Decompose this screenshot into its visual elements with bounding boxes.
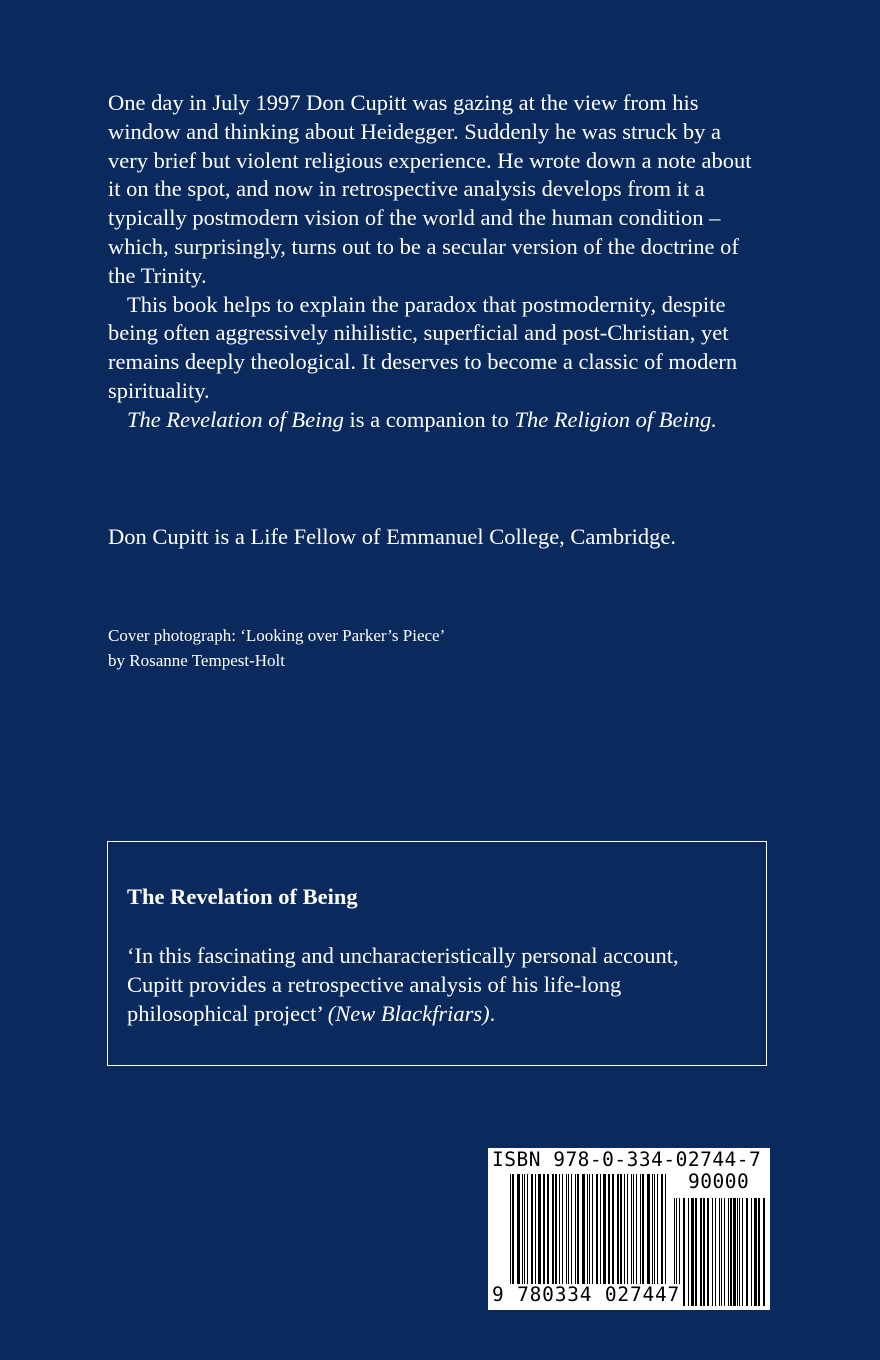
barcode-bar <box>577 1174 579 1284</box>
barcode-bar <box>589 1174 590 1292</box>
barcode-bar <box>631 1174 632 1284</box>
barcode-bar <box>559 1174 560 1284</box>
barcode-bar <box>566 1174 567 1284</box>
book-title-italic: The Revelation of Being <box>127 406 344 432</box>
barcode-bar <box>571 1174 572 1284</box>
addon-bar <box>739 1198 740 1306</box>
addon-bar <box>763 1198 765 1306</box>
addon-bar <box>721 1198 722 1306</box>
author-bio: Don Cupitt is a Life Fellow of Emmanuel College, Cambridge. <box>108 524 677 549</box>
addon-bar <box>728 1198 729 1306</box>
barcode-bar <box>592 1174 593 1284</box>
quote-source: (New Blackfriars) <box>327 1000 490 1026</box>
barcode-bar <box>517 1174 520 1284</box>
barcode-bar <box>636 1174 637 1284</box>
quote-end: . <box>489 1000 496 1026</box>
addon-bar <box>737 1198 738 1306</box>
barcode-bar <box>627 1174 628 1284</box>
addon-bar <box>712 1198 713 1306</box>
addon-bar <box>733 1198 736 1306</box>
isbn-label: ISBN 978-0-334-02744-7 <box>492 1148 762 1171</box>
review-box <box>107 841 767 1066</box>
addon-bar <box>707 1198 709 1306</box>
addon-bar <box>700 1198 702 1306</box>
addon-bar <box>742 1198 743 1306</box>
addon-bar <box>754 1198 757 1306</box>
barcode-bar <box>665 1174 666 1292</box>
addon-bar <box>719 1198 720 1306</box>
blurb-paragraph-3 <box>108 406 758 435</box>
addon-bar <box>751 1198 752 1306</box>
barcode-bar <box>620 1174 622 1284</box>
cover-photo-credit <box>108 623 445 673</box>
barcode-bar <box>652 1174 653 1284</box>
barcode-bar <box>654 1174 655 1284</box>
barcode-bar <box>575 1174 576 1284</box>
ean-digits: 9 780334 027447 <box>492 1283 681 1306</box>
barcode-bar <box>512 1174 514 1292</box>
barcode-bar <box>510 1174 511 1292</box>
barcode-bar <box>661 1174 663 1292</box>
barcode-bar <box>552 1174 554 1284</box>
addon-bar <box>691 1198 694 1306</box>
barcode-bar <box>522 1174 523 1284</box>
addon-bar <box>695 1198 697 1306</box>
barcode-bar <box>640 1174 641 1284</box>
barcode-bar <box>596 1174 598 1284</box>
barcode-bar <box>647 1174 650 1284</box>
addon-bar <box>715 1198 716 1306</box>
addon-bar <box>688 1198 689 1306</box>
barcode-bar <box>633 1174 634 1284</box>
barcode-bar <box>642 1174 644 1284</box>
barcode-bar <box>527 1174 528 1284</box>
barcode-bar <box>603 1174 606 1284</box>
blurb-paragraph-2: This book helps to explain the paradox that postmodernity, despite being often aggressively nihilistic, superficial and post-Christian, yet remains deeply theological. It deserves to become a classic of modern spirituality. <box>108 291 738 403</box>
barcode-bar <box>600 1174 601 1284</box>
companion-book-title-italic: The Religion of Being. <box>514 406 717 432</box>
barcode-bar <box>587 1174 588 1292</box>
barcode-bar <box>524 1174 525 1284</box>
price-code: 90000 <box>688 1170 750 1193</box>
addon-bar <box>758 1198 760 1306</box>
barcode-bar <box>538 1174 541 1284</box>
addon-bar <box>724 1198 725 1306</box>
barcode-bar <box>568 1174 569 1284</box>
credit-line-2: by Rosanne Tempest-Holt <box>108 651 285 670</box>
addon-bar <box>703 1198 705 1306</box>
barcode-bar <box>543 1174 545 1284</box>
barcode-panel <box>488 1148 770 1310</box>
addon-bar <box>730 1198 732 1306</box>
review-quote <box>127 942 737 1028</box>
barcode-bar <box>582 1174 585 1284</box>
back-cover-blurb <box>108 89 758 435</box>
companion-text: is a companion to <box>343 406 515 432</box>
credit-line-1: Cover photograph: ‘Looking over Parker’s Piece’ <box>108 626 446 645</box>
barcode-bar <box>535 1174 536 1284</box>
barcode-bar <box>608 1174 610 1284</box>
barcode-bar <box>612 1174 614 1284</box>
barcode-bar <box>531 1174 533 1284</box>
barcode-bar <box>624 1174 625 1284</box>
barcode-bar <box>547 1174 549 1284</box>
barcode-bar <box>617 1174 619 1284</box>
barcode-bar <box>562 1174 563 1284</box>
barcode-bar <box>555 1174 557 1284</box>
blurb-paragraph-1: One day in July 1997 Don Cupitt was gazing at the view from his window and thinking about Heidegger. Suddenly he was struck by a very brief but violent religious experience. He wrote down a note about it on the spot, and now in retrospective analysis develops from it a typically postmodern vision of the world and the human condition – which, surprisingly, turns out to be a secular version of the doctrine of the Trinity. <box>108 90 752 288</box>
quote-text: ‘In this fascinating and uncharacteristically personal account, Cupitt provides a retrospective analysis of his life-long philosophical project’ <box>127 943 679 1026</box>
addon-bar <box>683 1198 685 1306</box>
barcode-bar <box>657 1174 658 1284</box>
addon-bar <box>746 1198 748 1306</box>
review-box-title: The Revelation of Being <box>127 884 358 909</box>
